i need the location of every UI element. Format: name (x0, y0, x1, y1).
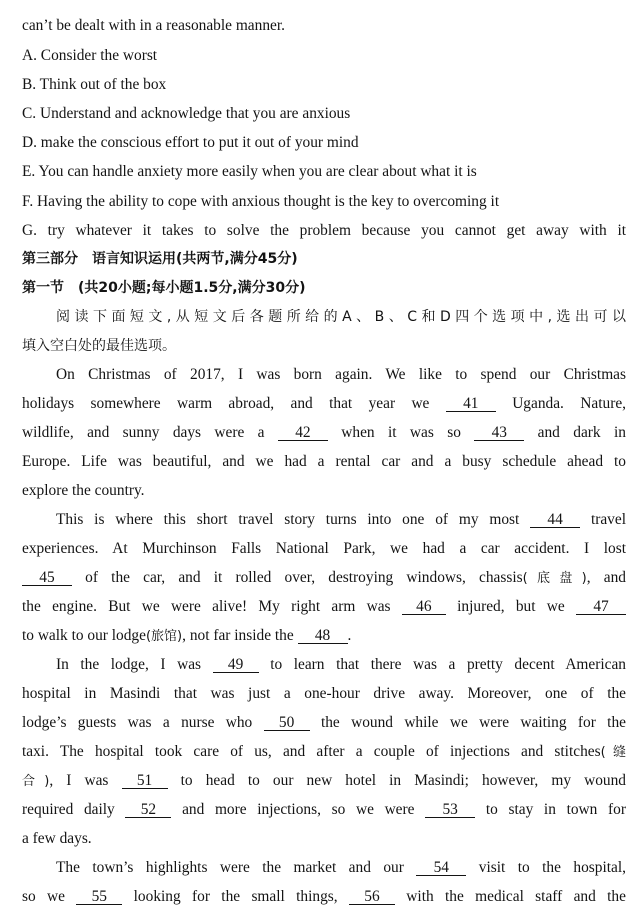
instructions-line-2: 填入空白处的最佳选项。 (22, 338, 176, 354)
option-a: A. Consider the worst (22, 47, 158, 64)
passage-line: to walk to our lodge(旅馆), not far inside the 48 . (22, 627, 352, 644)
passage-line: The town’s highlights were the market and our 54 visit to the hospital, (56, 859, 626, 876)
passage-line: the engine. But we were alive! My right arm was 46 injured, but we 47 (22, 598, 626, 616)
passage-line: experiences. At Murchinson Falls National Park, we had a car accident. I lost (22, 540, 626, 557)
continued-text: can’t be dealt with in a reasonable manner. (22, 17, 285, 34)
blank-53: 53 (425, 802, 475, 818)
blank-41: 41 (446, 396, 496, 412)
passage-line: lodge’s guests was a nurse who 50 the wound while we were waiting for the (22, 714, 626, 731)
option-e: E. You can handle anxiety more easily when you are clear about what it is (22, 163, 477, 180)
passage-line: taxi. The hospital took care of us, and after a couple of injections and stitches(缝 (22, 743, 627, 760)
passage-line: hospital in Masindi that was just a one-hour drive away. Moreover, one of the (22, 685, 626, 702)
blank-43: 43 (474, 425, 524, 441)
blank-56: 56 (349, 889, 395, 905)
passage-line: a few days. (22, 830, 92, 847)
section-one-heading: 第一节 (共20小题;每小题1.5分,满分30分) (22, 280, 306, 296)
passage-line: required daily 52 and more injections, so we were 53 to stay in town for (22, 801, 626, 818)
part-three-heading: 第三部分 语言知识运用(共两节,满分45分) (22, 251, 298, 267)
passage-line: 合), I was 51 to head to our new hotel in Masindi; however, my wound (22, 772, 627, 789)
blank-50: 50 (264, 715, 310, 731)
blank-54: 54 (416, 860, 466, 876)
blank-49: 49 (213, 657, 259, 673)
passage-line: wildlife, and sunny days were a 42 when it was so 43 and dark in (22, 424, 626, 441)
passage-line: Europe. Life was beautiful, and we had a rental car and a busy schedule ahead to (22, 453, 626, 470)
option-b: B. Think out of the box (22, 76, 167, 93)
blank-44: 44 (530, 512, 580, 528)
blank-52: 52 (125, 802, 171, 818)
passage-line: This is where this short travel story turns into one of my most 44 travel (56, 511, 626, 528)
blank-42: 42 (278, 425, 328, 441)
passage-line: explore the country. (22, 482, 145, 499)
instructions-line-1: 阅读下面短文,从短文后各题所给的A、B、C和D四个选项中,选出可以 (56, 309, 626, 325)
option-c: C. Understand and acknowledge that you are anxious (22, 105, 351, 122)
blank-46: 46 (402, 599, 446, 615)
passage-line: holidays somewhere warm abroad, and that year we 41 Uganda. Nature, (22, 395, 626, 412)
blank-47: 47 (576, 599, 626, 615)
passage-line: so we 55 looking for the small things, 56 with the medical staff and the (22, 888, 626, 905)
passage-line: In the lodge, I was 49 to learn that there was a pretty decent American (56, 656, 626, 673)
blank-48: 48 (298, 628, 348, 644)
passage-line: On Christmas of 2017, I was born again. We like to spend our Christmas (56, 366, 626, 383)
passage-line: 45 of the car, and it rolled over, destroying windows, chassis(底盘), and (22, 569, 626, 587)
option-d: D. make the conscious effort to put it out of your mind (22, 134, 359, 151)
option-f: F. Having the ability to cope with anxious thought is the key to overcoming it (22, 193, 500, 210)
blank-51: 51 (122, 773, 168, 789)
blank-55: 55 (76, 889, 122, 905)
blank-45: 45 (22, 570, 72, 586)
option-g: G. try whatever it takes to solve the problem because you cannot get away with it (22, 222, 626, 239)
